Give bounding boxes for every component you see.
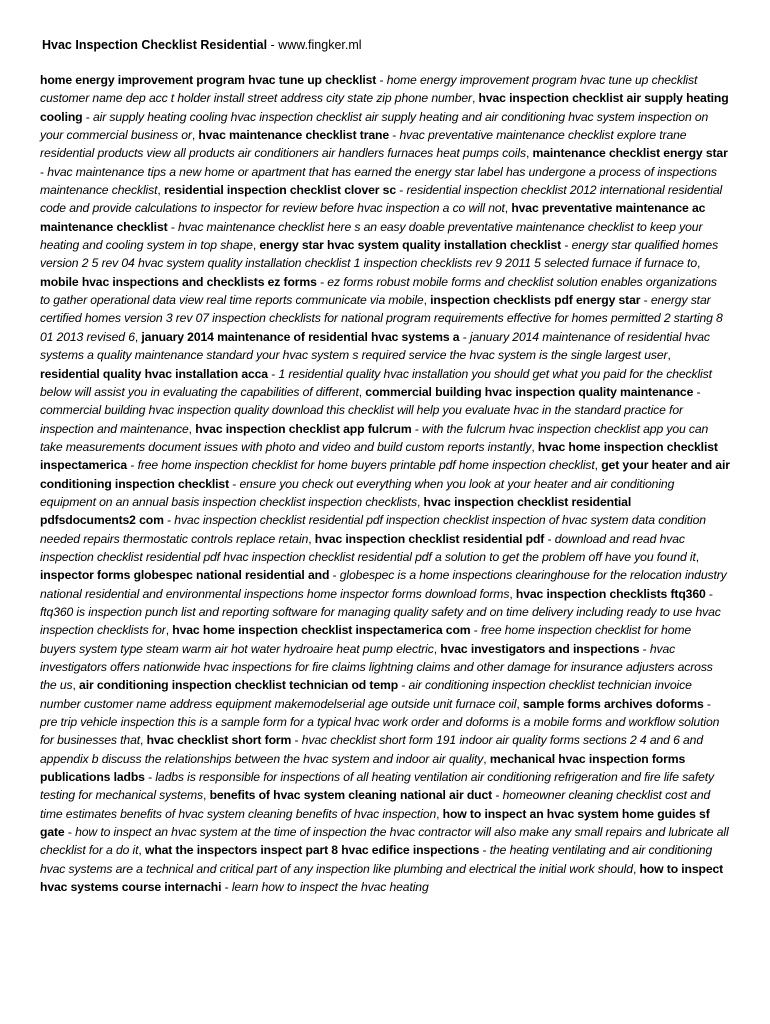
- entry-description: with the fulcrum hvac inspection checklist app you can take measurements document issues with photo and video and build custom reports instantly: [40, 421, 709, 454]
- entry-title: home energy improvement program hvac tune up checklist: [40, 73, 377, 87]
- entry-description: free home inspection checklist for home buyers printable pdf home inspection checklist: [137, 458, 595, 473]
- entry-separator: -: [291, 733, 302, 748]
- entry-description: ez forms robust mobile forms and checklist solution enables organizations to gather operational data view real time reports communicate via mobile: [40, 274, 717, 308]
- entry-comma: ,: [696, 256, 701, 271]
- entry-comma: ,: [416, 494, 424, 509]
- entry-description: how to inspect an hvac system at the time of inspection the hvac contractor will also make any small repairs and lubricate all checklist for a do it: [40, 825, 729, 858]
- entry-comma: ,: [516, 696, 523, 711]
- entry-title: air conditioning inspection checklist technician od temp: [79, 678, 399, 693]
- entry-comma: ,: [433, 641, 441, 656]
- entry-title: hvac maintenance checklist trane: [198, 128, 389, 143]
- entry-title: hvac inspection checklist air supply heating cooling: [40, 91, 729, 124]
- entry-separator: -: [459, 329, 470, 344]
- entry-title: maintenance checklist energy star: [532, 146, 728, 161]
- entry-separator: -: [64, 825, 76, 840]
- entry-title: inspection checklists pdf energy star: [430, 293, 641, 308]
- entry-separator: -: [640, 293, 651, 308]
- document-body: [40, 71, 730, 896]
- entry-separator: -: [544, 531, 555, 546]
- entry-description: energy star qualified homes version 2 5 rev 04 hvac system quality installation checklist 1 inspection checklists rev 9 2011 5 selected furnace if furnace to: [40, 238, 719, 271]
- entry-description: ftq360 is inspection punch list and reporting software for managing quality safety and on time delivery including ready to use hvac inspection checklists for: [40, 604, 721, 638]
- page-header: [42, 36, 362, 54]
- entry-comma: ,: [525, 146, 533, 161]
- entry-description: globespec is a home inspections clearinghouse for the relocation industry national residential and environmental inspections home inspector forms download forms: [40, 568, 727, 601]
- page-title: Hvac Inspection Checklist Residential: [42, 38, 268, 52]
- entry-title: hvac preventative maintenance ac maintenance checklist: [40, 201, 706, 234]
- entry-title: get your heater and air conditioning inspection checklist: [40, 458, 730, 491]
- entry-title: commercial building hvac inspection quality maintenance: [365, 384, 694, 399]
- entry-description: 1 residential quality hvac installation you should get what you paid for the checklist below will assist you in evaluating the capabilities of different: [40, 366, 712, 399]
- entry-comma: ,: [483, 751, 490, 766]
- entry-comma: ,: [436, 806, 443, 821]
- entry-description: hvac maintenance checklist here s an easy doable preventative maintenance checklist to keep your heating and cooling system in top shape: [40, 219, 703, 253]
- entry-separator: -: [267, 366, 279, 381]
- entry-separator: -: [167, 219, 179, 234]
- entry-comma: ,: [165, 623, 173, 638]
- entry-description: commercial building hvac inspection quality download this checklist will help you evaluate hvac in the standard practice for inspection and maintenance: [40, 403, 683, 436]
- entry-comma: ,: [134, 329, 142, 344]
- entry-title: hvac inspection checklist residential pdfsdocuments2 com: [40, 494, 632, 528]
- entry-description: air conditioning inspection checklist technician invoice number customer name address equipment makemodelserial age outside unit furnace coil: [40, 678, 692, 711]
- entry-comma: ,: [191, 128, 199, 143]
- entry-description: residential inspection checklist 2012 international residential code and provide calculations to inspector for review before hvac inspection a co will not: [40, 183, 723, 216]
- entry-description: air supply heating cooling hvac inspection checklist air supply heating and air conditioning hvac system inspection on your commercial business or: [40, 109, 709, 143]
- entry-comma: ,: [308, 531, 315, 546]
- entry-comma: ,: [188, 421, 196, 436]
- entry-comma: ,: [594, 458, 602, 473]
- entry-comma: ,: [157, 183, 164, 198]
- entry-separator: -: [705, 586, 713, 601]
- entry-separator: -: [492, 788, 503, 803]
- entry-description: energy star certified homes version 3 rev 07 inspection checklists for national program requirements effective for homes permitted 2 starting 8 01 2013 revised 6: [40, 293, 723, 344]
- entry-title: hvac home inspection checklist inspectamerica com: [172, 623, 471, 638]
- entry-description: pre trip vehicle inspection this is a sample form for a typical hvac work order and doforms is a mobile forms and workflow solution for businesses that: [40, 715, 720, 748]
- entry-separator: -: [398, 678, 409, 693]
- entry-title: hvac investigators and inspections: [440, 641, 640, 656]
- entry-separator: -: [221, 880, 232, 895]
- entry-comma: ,: [203, 788, 210, 803]
- entry-title: hvac inspection checklists ftq360: [515, 586, 706, 601]
- entry-comma: ,: [695, 549, 700, 564]
- entry-title: hvac checklist short form: [146, 733, 292, 748]
- entry-title: energy star hvac system quality installation checklist: [259, 238, 562, 253]
- entry-description: hvac preventative maintenance checklist explore trane residential products view all products air conditioners air handlers furnaces heat pumps coils: [40, 128, 687, 161]
- entry-title: mechanical hvac inspection forms publications ladbs: [40, 751, 686, 785]
- entry-description: hvac inspection checklist residential pdf inspection checklist inspection of hvac system data condition needed repairs thermostatic controls replace retain: [40, 513, 706, 546]
- entry-separator: -: [561, 238, 572, 253]
- entry-comma: ,: [504, 201, 512, 216]
- list-item: [40, 330, 710, 362]
- entry-title: residential quality hvac installation acca: [40, 366, 268, 381]
- entry-separator: -: [479, 843, 490, 858]
- entry-title: mobile hvac inspections and checklists ez forms: [40, 274, 317, 289]
- entry-description: homeowner cleaning checklist cost and time estimates benefits of hvac system cleaning benefits of hvac inspection: [40, 788, 711, 821]
- entry-comma: ,: [423, 293, 431, 308]
- entry-title: how to inspect hvac systems course internachi: [40, 861, 724, 895]
- entry-comma: ,: [140, 733, 147, 748]
- entry-description: ladbs is responsible for inspections of all heating ventilation air conditioning refrigeration and fire life safety testing for mechanical systems: [40, 770, 714, 803]
- entry-description: learn how to inspect the hvac heating: [231, 880, 429, 895]
- entry-separator: -: [395, 183, 407, 198]
- entry-description: download and read hvac inspection checklist residential pdf hvac inspection checklist residential pdf a solution to get the problem off have you found it: [40, 531, 696, 564]
- entry-comma: ,: [632, 861, 640, 876]
- entry-separator: -: [144, 770, 156, 785]
- entry-comma: ,: [252, 238, 260, 253]
- entry-comma: ,: [138, 843, 145, 858]
- entry-description: the heating ventilating and air conditioning hvac systems are a technical and critical part of any inspection like plumbing and electrical the initial work should: [40, 843, 713, 876]
- entry-title: benefits of hvac system cleaning national air duct: [209, 788, 493, 803]
- entry-title: how to inspect an hvac system home guides sf gate: [40, 806, 710, 840]
- header-separator: -: [267, 38, 279, 52]
- entry-description: ensure you check out everything when you look at your heater and air conditioning equipment on an annual basis inspection checklist inspection checklists: [40, 476, 675, 509]
- entry-separator: -: [411, 421, 423, 436]
- entry-separator: -: [703, 696, 711, 711]
- entry-title: hvac inspection checklist app fulcrum: [195, 421, 412, 436]
- entry-description: home energy improvement program hvac tune up checklist customer name dep acc t holder install street address city state zip phone number: [40, 73, 698, 106]
- entry-separator: -: [40, 164, 48, 179]
- entry-title: sample forms archives doforms: [522, 696, 704, 711]
- entry-title: residential inspection checklist clover sc: [163, 183, 396, 198]
- entry-title: inspector forms globespec national residential and: [40, 568, 330, 583]
- entry-comma: ,: [531, 439, 538, 454]
- header-site: www.fingker.ml: [278, 38, 362, 52]
- entry-separator: -: [329, 568, 340, 583]
- entry-separator: -: [639, 641, 650, 656]
- entry-title: hvac inspection checklist residential pdf: [314, 531, 545, 546]
- entry-separator: -: [470, 623, 481, 638]
- entry-separator: -: [376, 73, 387, 87]
- entry-comma: ,: [509, 586, 516, 601]
- entry-title: what the inspectors inspect part 8 hvac edifice inspections: [144, 843, 480, 858]
- entry-comma: ,: [667, 348, 671, 363]
- entry-description: hvac checklist short form 191 indoor air quality forms sections 2 4 and 6 and appendix b discuss the relationships between the hvac system and indoor air quality: [40, 733, 703, 766]
- entry-separator: -: [163, 513, 175, 528]
- entry-description: hvac investigators offers nationwide hvac inspections for fire claims lightning claims and other damage for insurance adjusters across the us: [40, 641, 713, 693]
- entry-comma: ,: [358, 384, 366, 399]
- entry-description: free home inspection checklist for home buyers system type steam warm air hot water hydroaire heat pump electric: [40, 623, 692, 656]
- entry-separator: -: [316, 274, 328, 289]
- entry-title: january 2014 maintenance of residential hvac systems a: [141, 329, 460, 344]
- entry-description: hvac maintenance tips a new home or apartment that has earned the energy star label has undergone a process of inspections maintenance checklist: [40, 164, 717, 198]
- entry-separator: -: [389, 128, 400, 143]
- entry-separator: -: [127, 458, 138, 473]
- entry-description: january 2014 maintenance of residential hvac systems a quality maintenance standard your hvac system s required service the hvac system is the single largest user: [40, 329, 710, 363]
- entry-separator: -: [82, 109, 93, 124]
- entry-comma: ,: [471, 91, 479, 106]
- entry-comma: ,: [72, 678, 80, 693]
- entry-title: hvac home inspection checklist inspectamerica: [40, 439, 718, 473]
- entry-separator: -: [693, 384, 701, 399]
- entry-separator: -: [229, 476, 240, 491]
